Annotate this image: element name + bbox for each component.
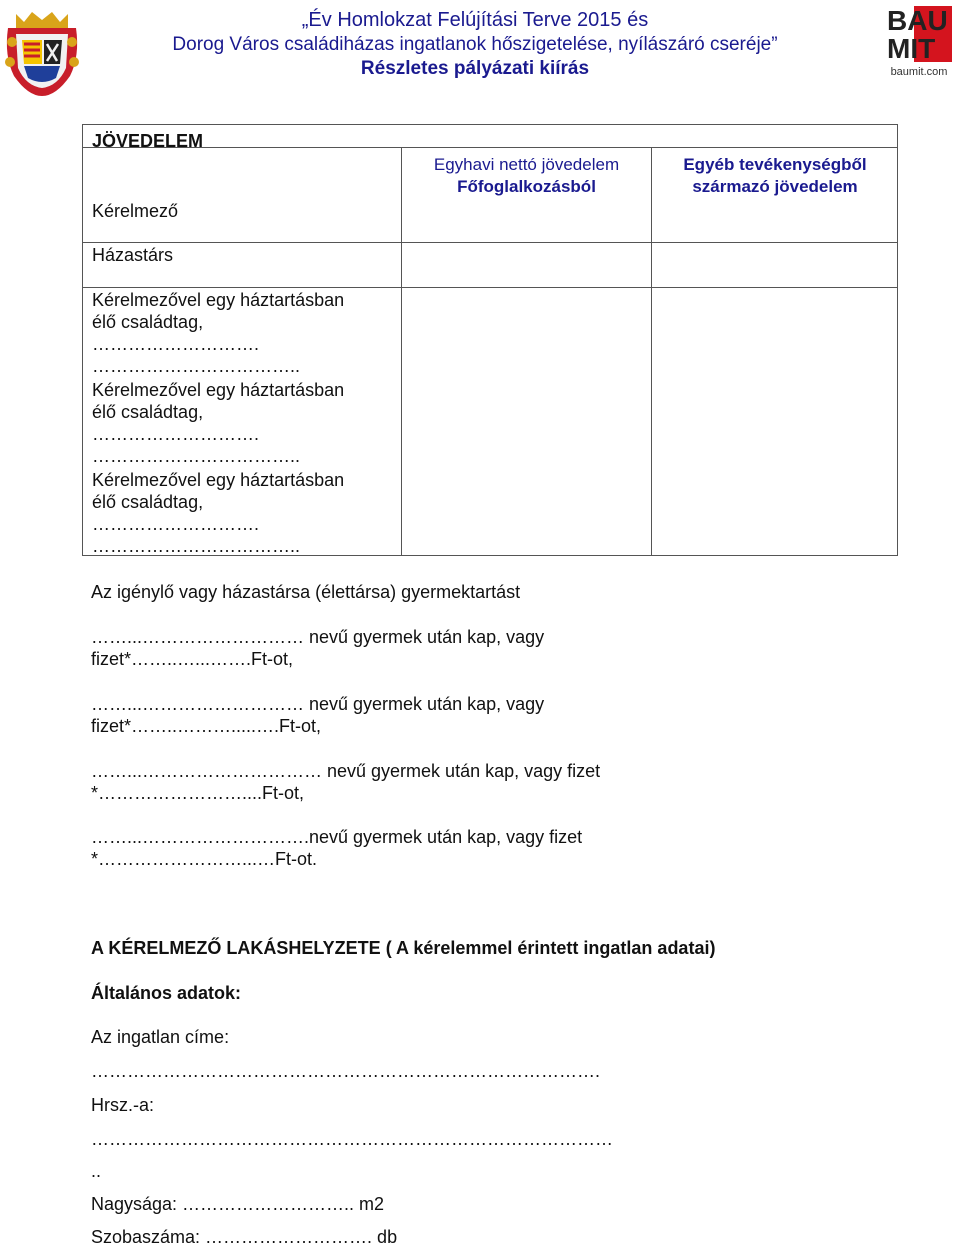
childsupport-entry <box>91 826 582 870</box>
childsupport-line: ……...……………………… nevű gyermek után kap, vagy <box>91 694 545 714</box>
childsupport-line: ……...………………………… nevű gyermek után kap, vagy fizet <box>91 761 601 781</box>
row-label-line: ………………………. <box>92 514 260 534</box>
col-header-line: Egyhavi nettó jövedelem <box>433 155 620 174</box>
size-field: Nagysága: ……………………….. m2 <box>91 1194 385 1214</box>
col-header-line: Főfoglalkozásból <box>457 177 596 196</box>
row-label-spouse: Házastárs <box>92 245 174 265</box>
rooms-field: Szobaszáma: ………………………. db <box>91 1227 398 1247</box>
col-header-other-income <box>652 154 898 198</box>
col-header-line: Egyéb tevékenységből <box>683 155 867 174</box>
col-header-line: származó jövedelem <box>692 177 858 196</box>
row-label-line: …………………………….. <box>92 356 301 376</box>
header-title-line3: Részletes pályázati kiírás <box>360 58 590 79</box>
hrsz-field-continued: .. <box>91 1161 102 1181</box>
hrsz-field: …………………………………………………………………………… <box>91 1129 613 1149</box>
row-label-family-member <box>92 379 344 467</box>
childsupport-intro: Az igénylő vagy házastársa (élettársa) gyermektartást <box>91 582 521 602</box>
childsupport-line: fizet*……..…...…….Ft-ot, <box>91 649 294 669</box>
row-label-family-member <box>92 469 344 557</box>
childsupport-line: fizet*……..……….....….Ft-ot, <box>91 716 322 736</box>
logo-url: baumit.com <box>890 66 948 78</box>
row-label-line: élő családtag, <box>92 312 204 332</box>
table-rule <box>651 147 652 556</box>
childsupport-line: ……...……………………… nevű gyermek után kap, vagy <box>91 627 545 647</box>
header-title-line2: Dorog Város családiházas ingatlanok hőszigetelése, nyílászáró cseréje” <box>172 34 778 55</box>
housing-heading: A KÉRELMEZŐ LAKÁSHELYZETE ( A kérelemmel érintett ingatlan adatai) <box>91 938 716 958</box>
row-label-family-member <box>92 289 344 377</box>
childsupport-entry <box>91 760 600 804</box>
row-label-line: Kérelmezővel egy háztartásban <box>92 380 345 400</box>
row-label-line: …………………………….. <box>92 446 301 466</box>
address-field: …………………………………………………………………………. <box>91 1061 601 1081</box>
hrsz-label: Hrsz.-a: <box>91 1095 154 1115</box>
svg-text:BAU: BAU <box>887 5 948 36</box>
table-rule <box>83 242 898 243</box>
childsupport-entry <box>91 626 544 670</box>
childsupport-entry <box>91 693 544 737</box>
row-label-line: Kérelmezővel egy háztartásban <box>92 470 345 490</box>
row-label-line: ………………………. <box>92 334 260 354</box>
row-label-line: élő családtag, <box>92 492 204 512</box>
row-label-line: …………………………….. <box>92 536 301 556</box>
childsupport-line: *……………………....Ft-ot, <box>91 783 305 803</box>
table-rule <box>83 147 898 148</box>
col-header-main-income <box>402 154 651 198</box>
table-rule <box>83 287 898 288</box>
row-label-line: ………………………. <box>92 424 260 444</box>
row-label-line: Kérelmezővel egy háztartásban <box>92 290 345 310</box>
address-label: Az ingatlan címe: <box>91 1027 230 1047</box>
table-rule <box>401 147 402 556</box>
header-title-line1: „Év Homlokzat Felújítási Terve 2015 és <box>301 9 649 31</box>
svg-text:MIT: MIT <box>887 33 936 64</box>
dorog-coat-of-arms-icon <box>2 6 82 98</box>
row-label-applicant: Kérelmező <box>92 201 179 221</box>
income-table <box>82 124 898 556</box>
row-label-line: élő családtag, <box>92 402 204 422</box>
income-heading: JÖVEDELEM <box>92 131 204 151</box>
childsupport-line: *……………………...…Ft-ot. <box>91 849 318 869</box>
housing-general-heading: Általános adatok: <box>91 983 242 1003</box>
childsupport-line: ……...……………………….nevű gyermek után kap, vagy fizet <box>91 827 583 847</box>
